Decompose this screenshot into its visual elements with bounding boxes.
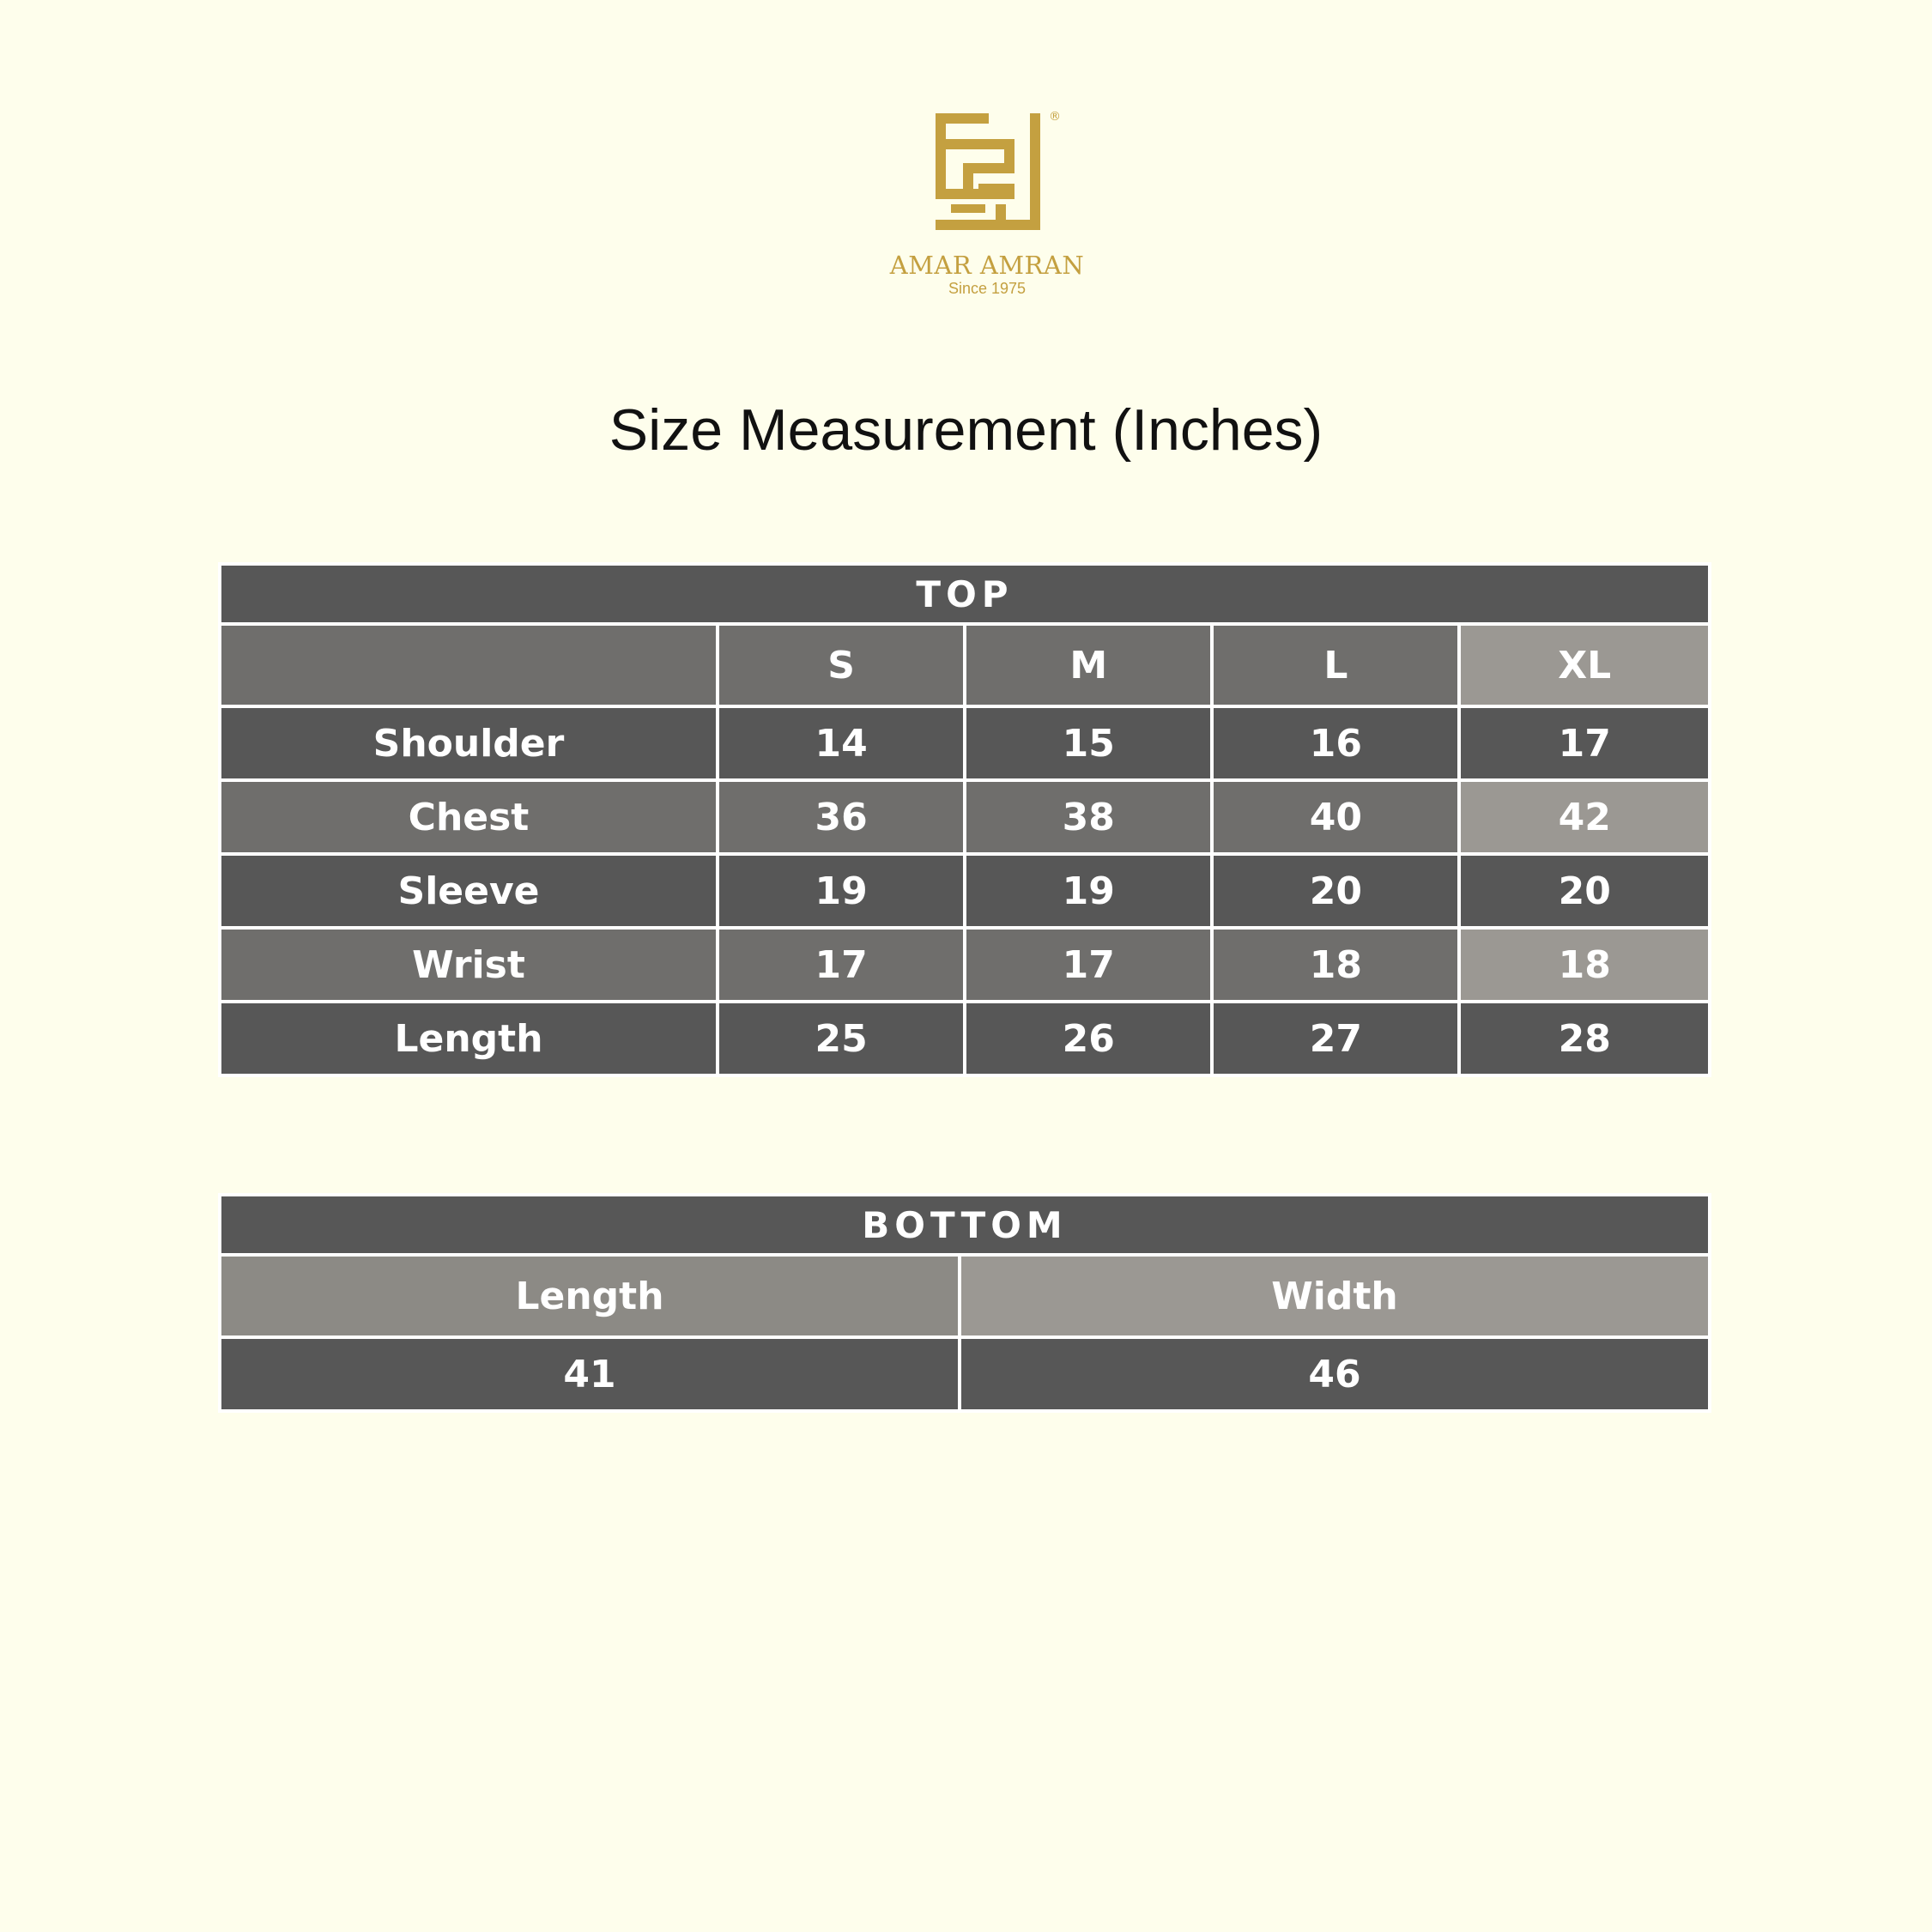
table-row	[221, 930, 1708, 1000]
bottom-header-width: Width	[961, 1257, 1708, 1335]
empty-header-cell	[221, 626, 716, 705]
kufic-logo-icon	[910, 108, 1064, 245]
table-cell: 16	[1214, 708, 1457, 778]
table-row	[221, 708, 1708, 778]
bottom-size-table	[218, 1193, 1711, 1413]
row-label: Wrist	[221, 930, 716, 1000]
table-cell: 25	[719, 1003, 963, 1074]
table-cell: 42	[1461, 782, 1708, 852]
table-cell: 40	[1214, 782, 1457, 852]
table-cell: 17	[966, 930, 1210, 1000]
row-label: Sleeve	[221, 856, 716, 926]
table-cell: 36	[719, 782, 963, 852]
table-row	[221, 1003, 1708, 1074]
table-cell: 15	[966, 708, 1210, 778]
row-label: Length	[221, 1003, 716, 1074]
table-cell: 26	[966, 1003, 1210, 1074]
brand-since: Since 1975	[948, 280, 1027, 297]
table-cell: 18	[1461, 930, 1708, 1000]
svg-text:®: ®	[1049, 110, 1061, 124]
page-title: Size Measurement (Inches)	[609, 397, 1323, 463]
table-cell: 18	[1214, 930, 1457, 1000]
bottom-header-row	[221, 1257, 1708, 1335]
table-cell: 41	[221, 1339, 958, 1409]
table-cell: 38	[966, 782, 1210, 852]
table-cell: 17	[719, 930, 963, 1000]
size-header-s: S	[719, 626, 963, 705]
size-header-m: M	[966, 626, 1210, 705]
bottom-table-title: BOTTOM	[221, 1196, 1708, 1253]
brand-logo	[884, 108, 1090, 297]
table-cell: 20	[1461, 856, 1708, 926]
brand-name: AMAR AMRAN	[889, 251, 1085, 280]
size-header-xl: XL	[1461, 626, 1708, 705]
table-cell: 46	[961, 1339, 1708, 1409]
size-header-l: L	[1214, 626, 1457, 705]
table-row	[221, 856, 1708, 926]
top-size-header-row	[221, 626, 1708, 705]
table-cell: 19	[966, 856, 1210, 926]
table-cell: 17	[1461, 708, 1708, 778]
table-cell: 27	[1214, 1003, 1457, 1074]
table-cell: 19	[719, 856, 963, 926]
table-cell: 14	[719, 708, 963, 778]
table-cell: 20	[1214, 856, 1457, 926]
row-label: Shoulder	[221, 708, 716, 778]
top-table-title: TOP	[221, 566, 1708, 622]
table-row	[221, 1339, 1708, 1409]
table-row	[221, 782, 1708, 852]
bottom-header-length: Length	[221, 1257, 958, 1335]
table-cell: 28	[1461, 1003, 1708, 1074]
top-size-table	[218, 562, 1711, 1077]
row-label: Chest	[221, 782, 716, 852]
